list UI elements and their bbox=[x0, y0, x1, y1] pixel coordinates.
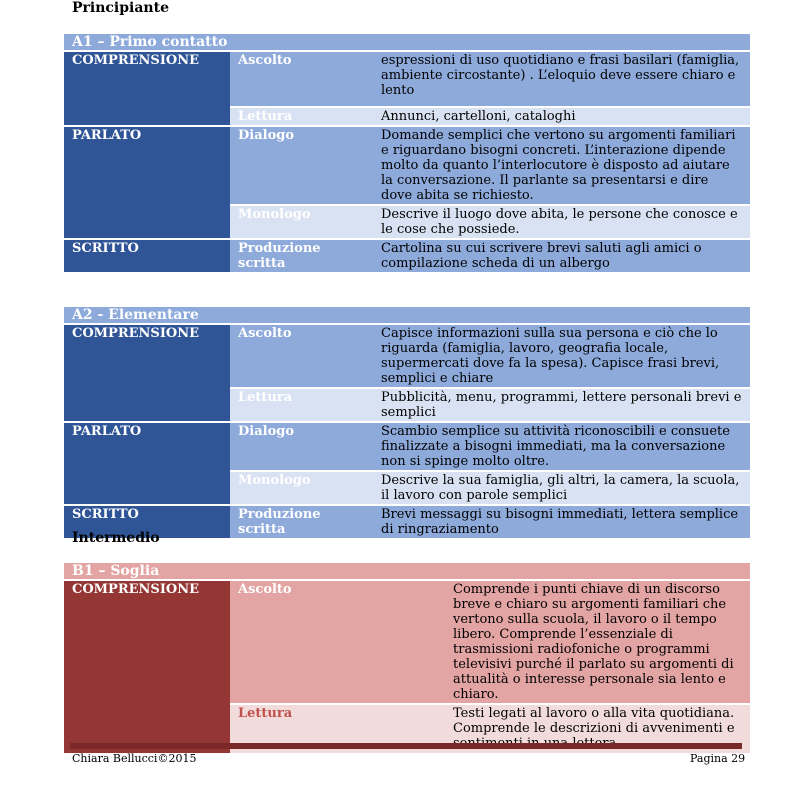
table-a1 bbox=[64, 34, 750, 274]
skill-monologo: Monologo bbox=[230, 205, 373, 239]
area-comprensione: COMPRENSIONE bbox=[64, 580, 230, 754]
heading-principiante: Principiante bbox=[72, 0, 169, 16]
desc-monologo: Descrive la sua famiglia, gli altri, la camera, la scuola, il lavoro con parole semplici bbox=[373, 471, 750, 505]
desc-lettura: Annunci, cartelloni, cataloghi bbox=[373, 107, 750, 126]
skill-produzione-scritta: Produzione scritta bbox=[230, 239, 373, 273]
area-parlato: PARLATO bbox=[64, 422, 230, 505]
area-parlato: PARLATO bbox=[64, 126, 230, 239]
area-comprensione: COMPRENSIONE bbox=[64, 51, 230, 126]
desc-lettura: Pubblicità, menu, programmi, lettere personali brevi e semplici bbox=[373, 388, 750, 422]
footer-divider bbox=[70, 743, 742, 749]
skill-ascolto: Ascolto bbox=[230, 51, 373, 107]
table-title: B1 – Soglia bbox=[64, 563, 750, 580]
table-b1 bbox=[64, 563, 750, 755]
desc-ascolto: Capisce informazioni sulla sua persona e ciò che lo riguarda (famiglia, lavoro, geografia locale, supermercati dove fa la spesa). Capisce frasi brevi, semplici e chiare bbox=[373, 324, 750, 388]
skill-produzione-scritta: Produzione scritta bbox=[230, 505, 373, 539]
desc-dialogo: Domande semplici che vertono su argomenti familiari e riguardano bisogni concreti. L’interazione dipende molto da quanto l’interlocutore è disposto ad aiutare la conversazione. Il parlante sa presentarsi e dire dove abita se richiesto. bbox=[373, 126, 750, 205]
heading-intermedio: Intermedio bbox=[72, 530, 160, 546]
skill-dialogo: Dialogo bbox=[230, 422, 373, 471]
skill-lettura: Lettura bbox=[230, 704, 445, 754]
area-scritto: SCRITTO bbox=[64, 239, 230, 273]
skill-dialogo: Dialogo bbox=[230, 126, 373, 205]
skill-lettura: Lettura bbox=[230, 388, 373, 422]
table-a2 bbox=[64, 307, 750, 540]
table-title: A2 - Elementare bbox=[64, 307, 750, 324]
skill-lettura: Lettura bbox=[230, 107, 373, 126]
skill-ascolto: Ascolto bbox=[230, 324, 373, 388]
desc-produzione-scritta: Brevi messaggi su bisogni immediati, lettera semplice di ringraziamento bbox=[373, 505, 750, 539]
desc-ascolto: espressioni di uso quotidiano e frasi basilari (famiglia, ambiente circostante) . L’eloquio deve essere chiaro e lento bbox=[373, 51, 750, 107]
desc-dialogo: Scambio semplice su attività riconoscibili e consuete finalizzate a bisogni immediati, ma la conversazione non si spinge molto oltre. bbox=[373, 422, 750, 471]
desc-produzione-scritta: Cartolina su cui scrivere brevi saluti agli amici o compilazione scheda di un albergo bbox=[373, 239, 750, 273]
desc-monologo: Descrive il luogo dove abita, le persone che conosce e le cose che possiede. bbox=[373, 205, 750, 239]
area-scritto: SCRITTO bbox=[64, 505, 230, 539]
desc-ascolto: Comprende i punti chiave di un discorso breve e chiaro su argomenti familiari che vertono sulla scuola, il lavoro o il tempo libero. Comprende l’essenziale di trasmissioni radiofoniche o programmi televisivi purché il parlato su argomenti di attualità o interesse personale sia lento e chiaro. bbox=[445, 580, 750, 704]
table-title: A1 – Primo contatto bbox=[64, 34, 750, 51]
footer-author: Chiara Bellucci©2015 bbox=[72, 752, 197, 765]
area-comprensione: COMPRENSIONE bbox=[64, 324, 230, 422]
footer-page-number: Pagina 29 bbox=[690, 752, 746, 765]
desc-lettura: Testi legati al lavoro o alla vita quotidiana. Comprende le descrizioni di avvenimenti e bbox=[445, 704, 750, 754]
skill-ascolto: Ascolto bbox=[230, 580, 445, 704]
skill-monologo: Monologo bbox=[230, 471, 373, 505]
